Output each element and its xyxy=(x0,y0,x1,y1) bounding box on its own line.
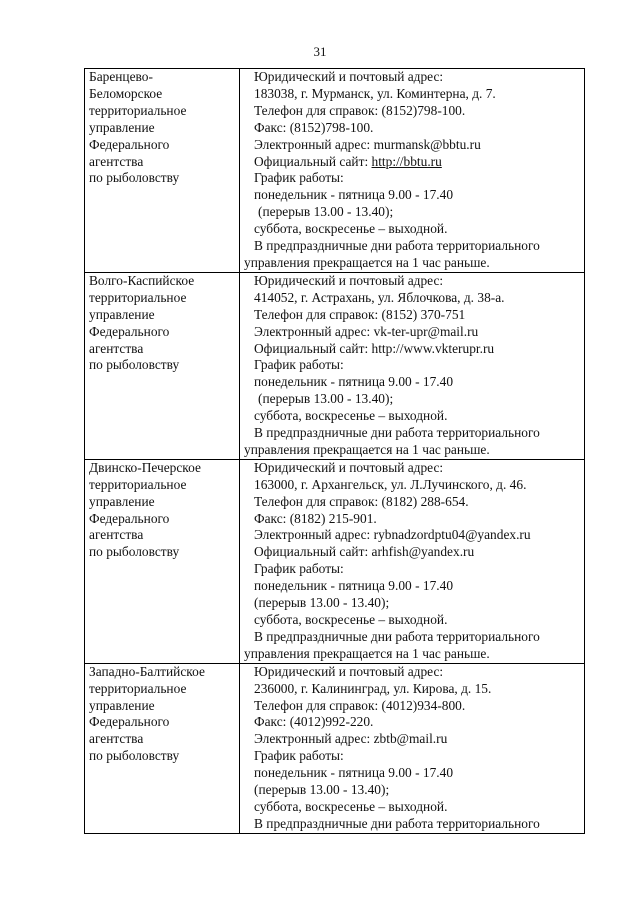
site-line xyxy=(244,154,582,171)
email-line: Электронный адрес: rybnadzordptu04@yandex.ru xyxy=(254,527,531,543)
schedule-break: (перерыв 13.00 - 13.40); xyxy=(258,391,394,407)
agency-name-line: Баренцево- xyxy=(89,69,153,84)
agency-name-cell xyxy=(85,272,240,459)
agency-name-line: территориальное xyxy=(89,289,187,305)
schedule-break: (перерыв 13.00 - 13.40); xyxy=(254,595,390,611)
address-value: 183038, г. Мурманск, ул. Коминтерна, д. 7. xyxy=(254,85,496,101)
phone-line: Телефон для справок: (4012)934-800. xyxy=(254,697,466,713)
phone-line: Телефон для справок: (8152)798-100. xyxy=(254,102,466,118)
table-row xyxy=(85,69,585,273)
agency-name-line: Федерального xyxy=(89,136,170,152)
fax-line: Факс: (8182) 215-901. xyxy=(254,510,377,526)
agency-name-line: управление xyxy=(89,493,155,509)
agency-name-cell xyxy=(85,69,240,273)
site-line: Официальный сайт: http://www.vkterupr.ru xyxy=(254,340,495,356)
phone-line: Телефон для справок: (8182) 288-654. xyxy=(254,493,469,509)
agency-name-cell xyxy=(85,663,240,833)
holiday-note: В предпраздничные дни работа территориального xyxy=(254,238,540,254)
schedule-label: График работы: xyxy=(254,170,344,186)
agency-name-line: Волго-Каспийское xyxy=(89,272,195,288)
address-value: 163000, г. Архангельск, ул. Л.Лучинского, д. 46. xyxy=(254,476,527,492)
fax-line: Факс: (8152)798-100. xyxy=(254,119,374,135)
schedule-weekend: суббота, воскресенье – выходной. xyxy=(254,612,448,627)
schedule-weekend: суббота, воскресенье – выходной. xyxy=(254,798,448,814)
agency-name-line: управление xyxy=(89,119,155,135)
agency-name-line: управление xyxy=(89,697,155,713)
page-number: 31 xyxy=(313,44,327,59)
schedule-break: (перерыв 13.00 - 13.40); xyxy=(258,204,394,220)
agency-name-line: Федерального xyxy=(89,714,170,730)
agency-name-line: управление xyxy=(89,306,155,322)
agency-name-line: территориальное xyxy=(89,476,187,492)
table-row xyxy=(85,663,585,833)
agency-details-cell xyxy=(240,69,585,273)
table-row xyxy=(85,459,585,663)
agency-name-line: агентства xyxy=(89,153,144,169)
holiday-note: В предпраздничные дни работа территориального xyxy=(254,628,540,644)
address-label: Юридический и почтовый адрес: xyxy=(254,272,444,288)
holiday-note: управления прекращается на 1 час раньше. xyxy=(244,254,490,270)
table-row xyxy=(85,272,585,459)
email-line: Электронный адрес: zbtb@mail.ru xyxy=(254,731,448,747)
site-line: Официальный сайт: arhfish@yandex.ru xyxy=(254,544,475,560)
agency-name-line: территориальное xyxy=(89,102,187,118)
schedule-weekend: суббота, воскресенье – выходной. xyxy=(254,221,448,237)
email-line: Электронный адрес: vk-ter-upr@mail.ru xyxy=(254,323,479,339)
address-value: 236000, г. Калининград, ул. Кирова, д. 15. xyxy=(254,680,492,696)
address-label: Юридический и почтовый адрес: xyxy=(254,663,444,679)
holiday-note: В предпраздничные дни работа территориального xyxy=(254,815,540,831)
agency-details-cell xyxy=(240,459,585,663)
site-link[interactable]: http://bbtu.ru xyxy=(371,153,442,169)
agency-details-cell xyxy=(240,272,585,459)
holiday-note: управления прекращается на 1 час раньше. xyxy=(244,645,490,661)
holiday-note: В предпраздничные дни работа территориального xyxy=(254,425,540,441)
agency-name-line: Беломорское xyxy=(89,85,163,101)
agency-name-line: Федерального xyxy=(89,323,170,339)
agency-name-line: агентства xyxy=(89,340,144,356)
agency-name-line: агентства xyxy=(89,731,144,747)
agency-name-line: Двинско-Печерское xyxy=(89,459,201,475)
agency-name-line: агентства xyxy=(89,527,144,543)
schedule-label: График работы: xyxy=(254,561,344,577)
holiday-note: управления прекращается на 1 час раньше. xyxy=(244,441,490,457)
agency-name-line: по рыболовству xyxy=(89,357,180,373)
schedule-label: График работы: xyxy=(254,357,344,373)
agency-name-line: Федерального xyxy=(89,510,170,526)
schedule-weekdays: понедельник - пятница 9.00 - 17.40 xyxy=(254,578,454,594)
address-label: Юридический и почтовый адрес: xyxy=(254,459,444,475)
agency-name-line: по рыболовству xyxy=(89,170,180,186)
schedule-weekdays: понедельник - пятница 9.00 - 17.40 xyxy=(254,765,454,781)
agency-details-cell xyxy=(240,663,585,833)
email-line: Электронный адрес: murmansk@bbtu.ru xyxy=(254,136,481,152)
agency-name-line: Западно-Балтийское xyxy=(89,663,205,679)
agency-name-line: территориальное xyxy=(89,680,187,696)
agency-name-line: по рыболовству xyxy=(89,748,180,764)
agency-name-cell xyxy=(85,459,240,663)
schedule-weekend: суббота, воскресенье – выходной. xyxy=(254,408,448,424)
directory-table xyxy=(84,68,585,834)
schedule-weekdays: понедельник - пятница 9.00 - 17.40 xyxy=(254,187,454,203)
schedule-weekdays: понедельник - пятница 9.00 - 17.40 xyxy=(254,374,454,390)
agency-name-line: по рыболовству xyxy=(89,544,180,560)
schedule-label: График работы: xyxy=(254,748,344,764)
address-label: Юридический и почтовый адрес: xyxy=(254,69,444,84)
schedule-break: (перерыв 13.00 - 13.40); xyxy=(254,782,390,798)
site-prefix: Официальный сайт: xyxy=(254,153,372,169)
phone-line: Телефон для справок: (8152) 370-751 xyxy=(254,306,466,322)
fax-line: Факс: (4012)992-220. xyxy=(254,714,374,730)
address-value: 414052, г. Астрахань, ул. Яблочкова, д. 38-а. xyxy=(254,289,505,305)
